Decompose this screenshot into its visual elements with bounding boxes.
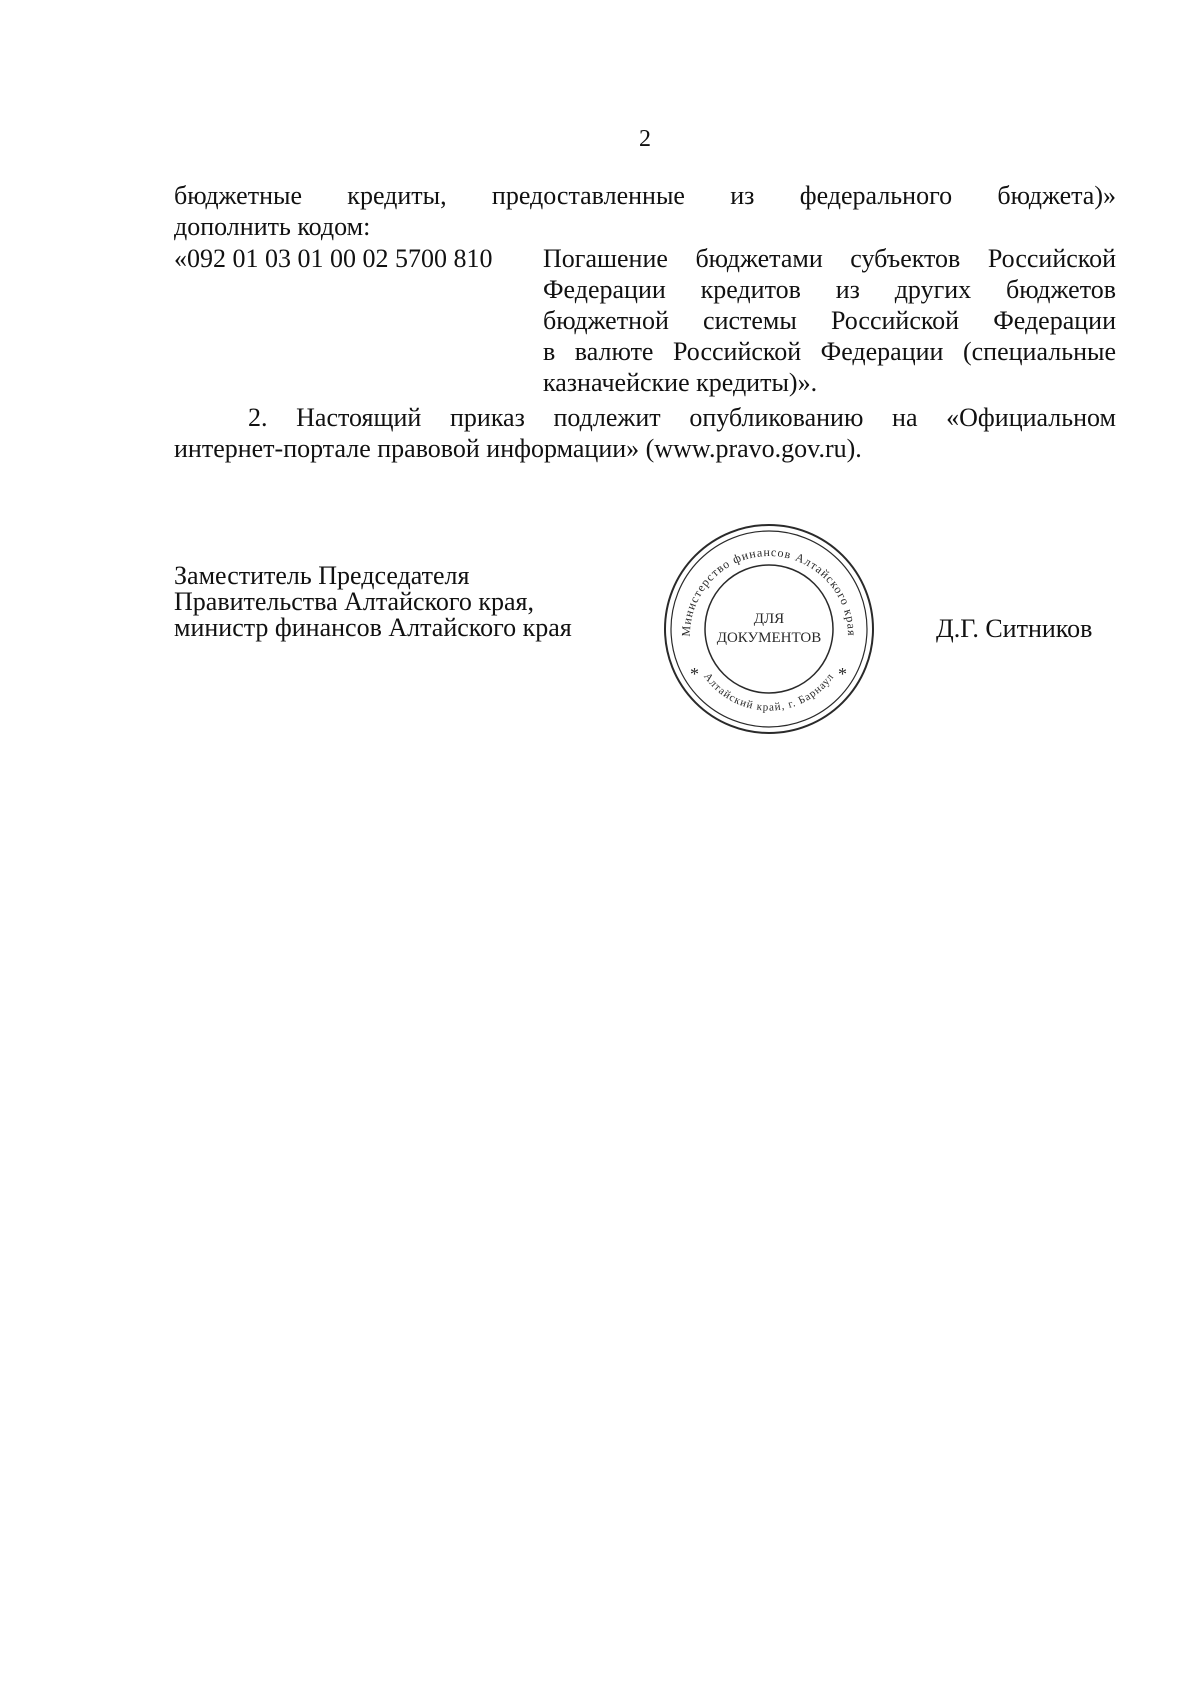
stamp-seal-icon <box>660 520 878 738</box>
intro-line-1: бюджетные кредиты, предоставленные из федерального бюджета)» <box>174 181 1116 210</box>
signer-title-line: Правительства Алтайского края, <box>174 587 535 616</box>
stamp-center-ring <box>705 565 833 693</box>
code-description-line: бюджетной системы Российской Федерации <box>543 306 1116 335</box>
code-description-line: казначейские кредиты)». <box>543 368 818 397</box>
signer-title-line: Заместитель Председателя <box>174 561 470 590</box>
stamp-star-right: * <box>838 664 847 684</box>
code-description-line: в валюте Российской Федерации (специальные <box>543 337 1116 366</box>
code-description <box>543 243 1116 398</box>
paragraph-2-line-1: 2. Настоящий приказ подлежит опубликованию на «Официальном <box>248 403 1116 432</box>
stamp-center-line-2: ДОКУМЕНТОВ <box>716 630 822 646</box>
signer-name: Д.Г. Ситников <box>936 614 1093 643</box>
budget-code: «092 01 03 01 00 02 5700 810 <box>174 244 493 273</box>
stamp-star-left: * <box>690 664 699 684</box>
signer-title <box>174 563 572 641</box>
signer-title-line: министр финансов Алтайского края <box>174 613 572 642</box>
stamp-center-line-1: ДЛЯ <box>753 611 785 627</box>
page-number: 2 <box>639 126 651 152</box>
official-stamp <box>660 520 878 738</box>
stamp-outer-text-bottom: Алтайский край, г. Барнаул <box>701 670 837 714</box>
code-description-line: Федерации кредитов из других бюджетов <box>543 275 1116 304</box>
stamp-outer-text-top: Министерство финансов Алтайского края <box>678 544 860 637</box>
code-description-line: Погашение бюджетами субъектов Российской <box>543 244 1116 273</box>
paragraph-2-line-2: интернет-портале правовой информации» (www.pravo.gov.ru). <box>174 434 862 463</box>
intro-line-2: дополнить кодом: <box>174 212 371 241</box>
stamp-inner-ring <box>671 531 867 727</box>
